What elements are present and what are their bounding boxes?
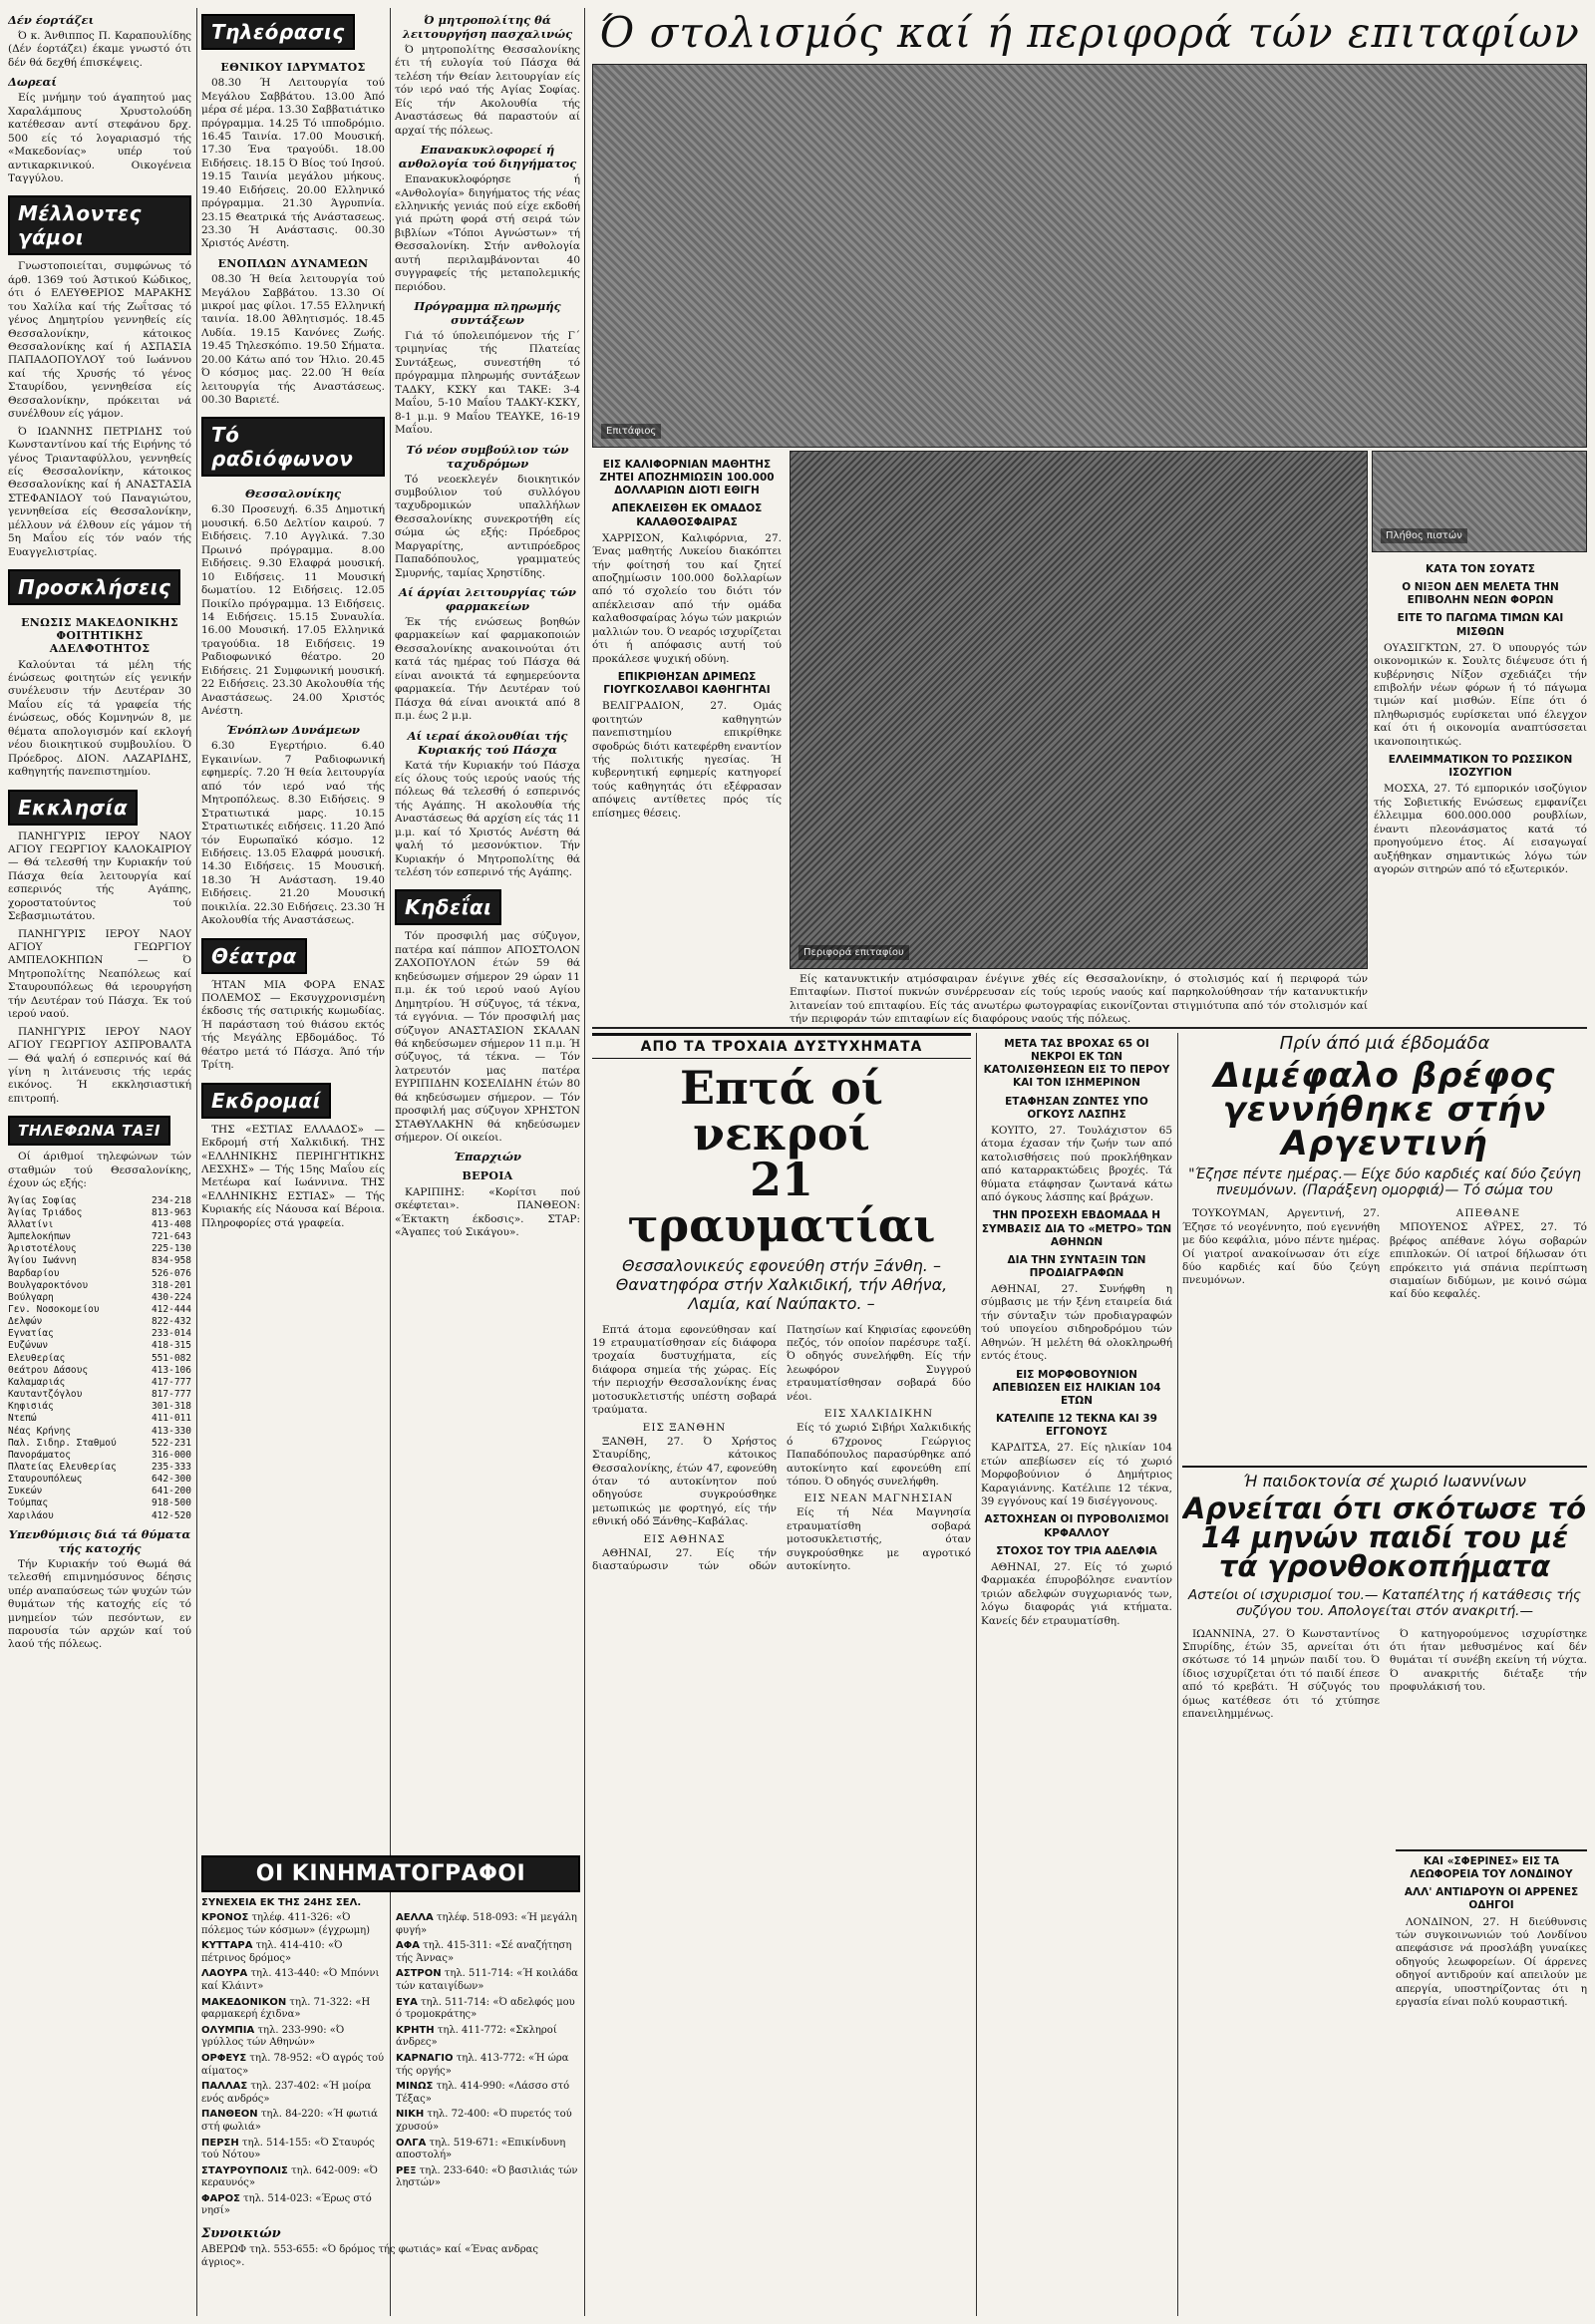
- accidents-sub: Θεσσαλονικεύς εφονεύθη στήν Ξάνθη. – Θανατηφόρα στήν Χαλκιδική, τήν Αθήνα, Λαμία, καί Ναύπακτο. –: [615, 1256, 948, 1314]
- russia-text: ΜΟΣΧΑ, 27. Τό εμπορικόν ισοζύγιον τής Σοβιετικής Ενώσεως εμφανίζει έλλειμμα 600.000.000 ρουβλίων, έναντι πλεονάσματος κατά τό προηγούμενο έτος. Αί εισαγωγαί αυξήθηκαν σημαντικώς λόγω τών αγορών σιτηρών από τό εξωτερικόν.: [1374, 783, 1587, 875]
- london-text: ΛΟΝΔΙΝΟΝ, 27. Η διεύθυνσις τών συγκοινωνιών τού Λονδίνου απεφάσισε νά προσλάβη γυναίκες οδηγούς λεωφορείων. Οί άρρενες οδηγοί αντιδρούν καί απειλούν με απεργία, υποστηρίζοντας ότι η εργασία είναι πολύ κουραστική.: [1396, 1915, 1587, 2009]
- radio-text2: 6.30 Εγερτήριο. 6.40 Εγκαινίων. 7 Ραδιοφωνική εφημερίς. 7.20 Ή θεία λειτουργία από τόν ιερό ναό τής Μητροπόλεως. 8.30 Ειδήσεις. 9 Στρατιωτικά μαρς. 10.15 Στρατιωτικές ειδήσεις. 11.20 Άπό τόν Ευρωπαϊκό κόσμο. 12 Ειδήσεις. 13.05 Ελαφρά μουσική. 14.30 Ειδήσεις. 15 Μουσική. 18.30 Ή Ανάσταση. 19.40 Ειδήσεις. 21.20 Μουσική ποικιλία. 22.30 Ειδήσεις. 23.30 Ή Ακολουθία τής Αναστάσεως.: [201, 740, 385, 927]
- gifts-text: Είς μνήμην τού άγαπητού μας Χαραλάμπους Χρυστολούδη κατέθεσαν αντί στεφάνου δρχ. 500 είς τό λογαριασμό τής «Μακεδονίας» υπέρ τού αντικαρκινικού. Οικογένεια Ταγγύλου.: [8, 92, 191, 184]
- radio-sub2: Ένόπλων Δυνάμεων: [225, 723, 361, 738]
- cinema-name: ΟΛΥΜΠΙΑ: [201, 2024, 255, 2036]
- photo-epitaph: [592, 64, 1587, 448]
- baby-text: ΜΠΟΥΕΝΟΣ ΑΫΡΕΣ, 27. Τό βρέφος απέθανε λόγω σοβαρών επιπλοκών. Οί ιατροί δήλωσαν ότι επρόκειτο γιά σπάνια περίπτωση σιαμαίων διδύμων, με κοινό σώμα καί δύο κεφαλές.: [1390, 1221, 1587, 1301]
- sales-title: Ο ΝΙΞΟΝ ΔΕΝ ΜΕΛΕΤΑ ΤΗΝ ΕΠΙΒΟΛΗΝ ΝΕΩΝ ΦΟΡΩΝ: [1402, 581, 1559, 607]
- phone-number: 318-201: [151, 1279, 191, 1291]
- yugo-text: ΒΕΛΙΓΡΑΔΙΟΝ, 27. Ομάς φοιτητών καθηγητών πανεπιστημίου επικρίθηκε σφοδρώς διότι κατεφέρθη εναντίον τής πολιτικής ηγεσίας. Ή κυβερνητική εφημερίς κατηγορεί τούς καθηγητάς ότι εξέφρασαν απόψεις αντίθετες πρός τίς επίσημες θέσεις.: [592, 700, 782, 820]
- phone-station: Δελφών: [8, 1316, 43, 1328]
- phone-number: 412-520: [151, 1509, 191, 1521]
- metro-title: Ό μητροπολίτης θά λειτουργήση πασχαλινώς: [402, 13, 573, 41]
- cinema-name: ΠΑΝΘΕΟΝ: [201, 2109, 258, 2121]
- program-text: Γιά τό ύπολειπόμενον τής Γ΄ τριμηνίας τής Πλατείας Συντάξεως, συνεστήθη τό πρόγραμμα πληρωμής συντάξεων ΤΑΔΚΥ, ΚΣΚΥ και ΤΑΚΕ: 3-4 Μαΐου, 5-10 Μαΐου ΤΑΔΚΥ-ΚΣΚΥ, 8-1 μ.μ. 9 Μαΐου ΤΕΑΥΚΕ, 16-19 Μαΐου.: [395, 330, 580, 437]
- cinema-listing: τηλ. 415-311: «Σέ αναζήτηση τής Άννας»: [396, 1940, 572, 1964]
- photo-crowd: [1372, 451, 1587, 552]
- phone-row: [8, 1304, 191, 1316]
- cinema-name: ΚΡΗΤΗ: [396, 2024, 435, 2036]
- phone-row: [8, 1413, 191, 1425]
- church-text: ΠΑΝΗΓΥΡΙΣ ΙΕΡΟΥ ΝΑΟΥ ΑΓΙΟΥ ΓΕΩΡΓΙΟΥ ΑΜΠΕΛΟΚΗΠΩΝ — Ό Μητροπολίτης Νεαπόλεως καί Σταυρουπόλεως θά ιερουργήση τήν Δευτέραν τού Πάσχα. Έκ τού ιερού ναού.: [8, 927, 191, 1021]
- weddings-text: Γνωστοποιείται, συμφώνως τό άρθ. 1369 τού Άστικού Κώδικος, ότι ό ΕΛΕΥΘΕΡΙΟΣ ΜΑΡΑΚΗΣ του Χαλίλα καί τής Ζωΐτσας τό γένος Δημητρίου γεννηθείς είς Θεσσαλονίκην, κάτοικος Θεσσαλονίκης καί ή ΑΣΠΑΣΙΑ ΠΑΠΑΔΟΠΟΥΛΟΥ τού Ιωάννου καί τής Χρυσής τό γένος Σταυρίδου, γεννηθείσα είς Θεσσαλονίκην, πρόκειται νά συνέλθουν είς γάμον.: [8, 260, 191, 421]
- cinema-name: ΦΑΡΟΣ: [201, 2192, 240, 2204]
- ioannina-text: ΙΩΑΝΝΙΝΑ, 27. Ό Κωνσταντίνος Σπυρίδης, έτών 35, αρνείται ότι σκότωσε τό 14 μηνών παιδί του. Ό ίδιος ισχυρίζεται ότι τό παιδί έπεσε από τό κρεβάτι. Ή σύζυγός του όμως κατέθεσε ότι τό χτύπησε επανειλημμένως.: [1182, 1627, 1380, 1721]
- calif-text: ΧΑΡΡΙΣΟΝ, Καλιφόρνια, 27. Ένας μαθητής Λυκείου διακόπτει τήν φοίτησή του καί ζητεί αποζημίωσιν 100.000 δολλαρίων από τό σχολείο του διότι τόν απέκλεισαν από τήν ομάδα καλαθοσφαίρας λόγω τών μακριών μαλλιών του. Ό νεαρός ισχυρίζεται ότι ή απόφασις αυτή τού προκάλεσε ψυχική οδύνη.: [592, 531, 782, 665]
- invites-text: Καλούνται τά μέλη τής ένώσεως φοιτητών είς γενικήν συνέλευσιν τήν Δευτέραν 30 Μαΐου είς τά γραφεία τής ένώσεως, οδός Κομνηνών 8, με θέματα απολογισμόν καί εκλογή νέου διοικητικού συμβουλίου. Ό Πρόεδρος. ΔΙΟΝ. ΛΑΖΑΡΙΔΗΣ, καθηγητής πανεπιστημίου.: [8, 658, 191, 779]
- old-man-title: ΕΙΣ ΜΟΡΦΟΒΟΥΝΙΟΝ ΑΠΕΒΙΩΣΕΝ ΕΙΣ ΗΛΙΚΙΑΝ 104 ΕΤΩΝ: [992, 1368, 1161, 1407]
- cinema-name: ΛΑΟΥΡΑ: [201, 1968, 248, 1980]
- cinema-name: ΟΛΓΑ: [396, 2137, 427, 2149]
- anthology-text: Επανακυκλοφόρησε ή «Ανθολογία» διηγήματος τής νέας ελληνικής γενιάς πού είχε εκδοθή γιά πρώτη φορά στή σειρά τών βιβλίων «Τόποι Αγνώστων» τή Θεσσαλονίκη. Στήν ανθολογία αυτή περιλαμβάνονται 40 συγγραφείς τής μεταπολεμικής περιόδου.: [395, 173, 580, 293]
- phone-station: Τούμπας: [8, 1497, 49, 1509]
- tv-banner: Τηλεόρασις: [201, 14, 355, 50]
- sunday-title: Αί ιεραί άκολουθίαι τής Κυριακής τού Πάσχα: [407, 728, 568, 757]
- phone-station: Παλ. Σιδηρ. Σταθμού: [8, 1437, 117, 1449]
- phone-row: [8, 1450, 191, 1462]
- cinema-list-right: [396, 1912, 580, 2221]
- phone-number: 301-318: [151, 1401, 191, 1413]
- baby-died: ΑΠΕΘΑΝΕ: [1455, 1207, 1521, 1220]
- cinema-listing: τηλ. 414-410: «Ό πέτρινος δρόμος»: [201, 1940, 343, 1964]
- phone-number: 526-076: [151, 1267, 191, 1279]
- baby-story: [1182, 1033, 1587, 1462]
- phone-row: [8, 1389, 191, 1401]
- phone-number: 411-011: [151, 1413, 191, 1425]
- phones-intro: Οί άριθμοί τηλεφώνων τών σταθμών τού Θεσσαλονίκης, έχουν ώς εξής:: [8, 1151, 191, 1190]
- phone-number: 522-231: [151, 1437, 191, 1449]
- cinema-listing: τηλ. 78-952: «Ό αγρός τού αίματος»: [201, 2052, 385, 2077]
- yugo-title: ΕΠΙΚΡΙΘΗΣΑΝ ΔΡΙΜΕΩΣ ΓΙΟΥΓΚΟΣΛΑΒΟΙ ΚΑΘΗΓΗΤΑΙ: [603, 671, 771, 697]
- phone-row: [8, 1219, 191, 1231]
- shooting-text: ΑΘΗΝΑΙ, 27. Είς τό χωριό Φαρμακέα έπυροβόλησε εναντίον τριών αδελφών συγχωριανός των, λόγω διαφοράς γιά κτήματα. Κανείς δέν ετραυματίσθη.: [981, 1560, 1172, 1627]
- cinema-entry: [201, 2081, 386, 2106]
- phone-number: 822-432: [151, 1316, 191, 1328]
- cinema-entry: [396, 2109, 580, 2134]
- phones-list: [8, 1195, 191, 1522]
- section-rule: [592, 1027, 1587, 1029]
- main-headline: Ό στολισμός καί ή περιφορά τών επιταφίων: [599, 8, 1580, 57]
- phone-row: [8, 1474, 191, 1486]
- cinema-entry: [396, 2025, 580, 2050]
- tv-text: 08.30 Ή Λειτουργία τού Μεγάλου Σαββάτου. 13.00 Άπό μέρα σέ μέρα. 13.30 Σαββατιάτικο πρόγραμμα. 14.25 Τό ιπποδρόμιο. 16.45 Ταινία. 17.00 Μουσική. 17.30 Ένα τραγούδι. 18.00 Ειδήσεις. 18.15 Ό Βίος τού Ιησού. 19.15 Ταινία μεγάλου μήκους. 19.40 Ειδήσεις. 20.00 Ελληνικό πρόγραμμα. 21.30 Άγρυπνία. 23.15 Θεατρικά τής Ανάστασεως. 23.30 Ή Ανάστασις. 00.30 Χριστός Ανέστη.: [201, 77, 385, 250]
- peru-title: ΜΕΤΑ ΤΑΣ ΒΡΟΧΑΣ 65 ΟΙ ΝΕΚΡΟΙ ΕΚ ΤΩΝ ΚΑΤΟΛΙΣΘΗΣΕΩΝ ΕΙΣ ΤΟ ΠΕΡΟΥ ΚΑΙ ΤΟΝ ΙΣΗΜΕΡΙΝΟΝ: [983, 1038, 1170, 1090]
- cinema-entry: [396, 1997, 580, 2022]
- calif-sub: ΑΠΕΚΛΕΙΣΘΗ ΕΚ ΟΜΑΔΟΣ ΚΑΛΑΘΟΣΦΑΙΡΑΣ: [611, 502, 763, 528]
- column-rule: [584, 8, 585, 2316]
- radio-text: 6.30 Προσευχή. 6.35 Δημοτική μουσική. 6.50 Δελτίον καιρού. 7 Ειδήσεις. 7.10 Αγγλικά. 7.30 Πρωινό πρόγραμμα. 8.00 Ειδήσεις. 9.30 Ελαφρά μουσική. 10 Ειδήσεις. 11 Μουσική δωματίου. 12 Ειδήσεις. 12.05 Ποικίλο πρόγραμμα. 13 Ειδήσεις. 14 Ειδήσεις. 15.15 Συναυλία. 16.00 Μουσική. 17.05 Ελληνικά τραγούδια. 18 Ειδήσεις. 19 Ραδιοφωνικό θέατρο. 20 Ειδήσεις. 21 Συμφωνική μουσική. 22 Ειδήσεις. 23.30 Ακολουθία τής Αναστάσεως. 24.00 Χριστός Ανέστη.: [201, 503, 385, 717]
- phone-number: 813-963: [151, 1206, 191, 1218]
- phone-number: 918-500: [151, 1497, 191, 1509]
- phone-station: Χαριλάου: [8, 1509, 54, 1521]
- mail-text: Τό νεοεκλεγέν διοικητικόν συμβούλιον τού συλλόγου ταχυδρομικών υπαλλήλων Θεσσαλονίκης συνεκροτήθη είς σώμα ώς εξής: Πρόεδρος Μαργαρίτης, αντιπρόεδρος Παπαδόπουλος, γραμματεύς Σμυρνής, ταμίας Χρηστίδης.: [395, 473, 580, 579]
- cinema-section: [201, 1849, 580, 2316]
- cinema-sub: ΣΥΝΕΧΕΙΑ ΕΚ ΤΗΣ 24ΗΣ ΣΕΛ.: [201, 1897, 362, 1908]
- cinema-listing: τηλ. 514-023: «Έρως στό νησί»: [201, 2192, 372, 2217]
- cinema-listing: τηλ. 237-402: «Ή μοίρα ενός ανδρός»: [201, 2081, 372, 2105]
- suburbs-text: ΑΒΕΡΩΦ τηλ. 553-655: «Ό δρόμος τής φωτιάς» καί «Ένας ανδρας άγριος».: [201, 2244, 538, 2268]
- shooting-title: ΑΣΤΟΧΗΣΑΝ ΟΙ ΠΥΡΟΒΟΛΙΣΜΟΙ ΚΡΦΑΛΛΟΥ: [984, 1513, 1169, 1539]
- cinema-name: ΝΙΚΗ: [396, 2109, 425, 2121]
- old-man-text: ΚΑΡΔΙΤΣΑ, 27. Είς ηλικίαν 104 ετών απεβίωσεν είς τό χωριό Μορφοβούνιον ό Δημήτριος Καραγιάννης. Κατέλιπε 12 τέκνα, 39 εγγόνους καί 19 δισέγγονους.: [981, 1442, 1172, 1507]
- phone-row: [8, 1497, 191, 1509]
- metro-athens-text: ΑΘΗΝΑΙ, 27. Συνήφθη η σύμβασις με τήν ξένη εταιρεία διά τήν σύνταξιν τών προδιαγραφών τού υπογείου σιδηροδρόμου τών Αθηνών. Ή μελέτη θά ολοκληρωθή εντός έτους.: [981, 1283, 1172, 1363]
- doctors-title: Αί άργίαι λειτουργίας τών φαρμακείων: [399, 585, 576, 613]
- cinema-listing: τηλ. 84-220: «Ή φωτιά στή φωλιά»: [201, 2109, 378, 2133]
- cinema-name: ΕΥΑ: [396, 1996, 418, 2008]
- phone-station: Συκεών: [8, 1486, 43, 1497]
- phone-station: Βούλγαρη: [8, 1291, 54, 1303]
- cinema-listing: τηλ. 72-400: «Ό πυρετός τού χρυσού»: [396, 2109, 572, 2133]
- cinema-listing: τηλ. 413-772: «Ή ώρα τής οργής»: [396, 2052, 569, 2077]
- phone-station: Βαρδαρίου: [8, 1267, 60, 1279]
- events-text: ΤΗΣ «ΕΣΤΙΑΣ ΕΛΛΑΔΟΣ» — Εκδρομή στή Χαλκιδική. ΤΗΣ «ΕΛΛΗΝΙΚΗΣ ΠΕΡΙΗΓΗΤΙΚΗΣ ΛΕΣΧΗΣ» — Τής 15ης Μαΐου είς Μετέωρα καί Ιωάννινα. ΤΗΣ «ΕΛΛΗΝΙΚΗΣ ΕΣΤΙΑΣ» — Τής Κυριακής είς Νάουσα καί Βέροια. Πληροφορίες στά γραφεία.: [201, 1123, 385, 1229]
- cinema-name: ΑΣΤΡΟΝ: [396, 1968, 442, 1980]
- phone-row: [8, 1377, 191, 1389]
- radio-sub: Θεσσαλονίκης: [244, 487, 342, 501]
- phone-number: 412-444: [151, 1303, 191, 1315]
- armed-text: 08.30 Ή θεία λειτουργία τού Μεγάλου Σαββάτου. 13.30 Οί μικροί μας φίλοι. 17.55 Ελληνική ταινία. 18.00 Άθλητισμός. 18.45 Λυδία. 19.15 Κανόνες Ζωής. 19.45 Τηλεσκόπιο. 19.50 Σήματα. 20.00 Κάτω από τον Ήλιο. 20.45 Ό κόσμος μας. 22.00 Ή θεία λειτουργία τής Αναστάσεως. 00.30 Βαριετέ.: [201, 273, 385, 406]
- cinema-name: ΚΑΡΝΑΓΙΟ: [396, 2052, 454, 2064]
- suburbs-title: Συνοικιών: [201, 2226, 281, 2242]
- cinema-entry: [396, 1912, 580, 1937]
- mail-title: Τό νέον συμβούλιον τών ταχυδρόμων: [406, 442, 569, 471]
- church-banner: Εκκλησία: [8, 790, 138, 826]
- london-story: [1396, 1844, 1587, 2313]
- no-celebrate-title: Δέν έορτάζει: [8, 13, 95, 27]
- column-economy: [1374, 558, 1587, 1022]
- cinema-name: ΠΑΛΛΑΣ: [201, 2081, 248, 2093]
- reminders-title: Υπενθύμισις διά τά θύματα τής κατοχής: [8, 1526, 191, 1555]
- deaths-banner: Κηδεΐαι: [395, 889, 501, 925]
- gifts-title: Δωρεαί: [8, 75, 57, 90]
- weddings-banner: Μέλλοντες γάμοι: [8, 195, 191, 255]
- accidents-headline: 21 τραυματίαι: [627, 1153, 936, 1252]
- place-heading: ΕΙΣ ΧΑΛΚΙΔΙΚΗΝ: [823, 1408, 934, 1421]
- photo-caption: Είς κατανυκτικήν ατμόσφαιραν ένέγινε χθές είς Θεσσαλονίκην, ό στολισμός καί ή περιφορά τών Επιταφίων. Πιστοί πυκνών συνέρρευσαν είς τούς ιερούς ναούς καί παρηκολούθησαν τήν κατανυκτικήν λιτανείαν τού επιταφίου. Είς τάς ανωτέρω φωτογραφίας εικονίζονται στιγμιότυπα από τόν στολισμόν καί τήν περιφοράν τών επιταφίων είς διαφόρους ναούς τής πόλεως.: [790, 973, 1368, 1026]
- phone-station: Καυταντζόγλου: [8, 1389, 83, 1401]
- phone-station: Ντεπώ: [8, 1413, 37, 1425]
- accidents-text: ΑΘΗΝΑΙ, 27. Είς τήν διασταύρωσιν τών οδών Πατησίων καί Κηφισίας εφονεύθη πεζός, τόν οποίον παρέσυρε ταξί. Ό οδηγός συνελήφθη. Είς τήν λεωφόρον Συγγρού ετραυματίσθησαν σοβαρά δύο νέοι.: [592, 1323, 971, 1573]
- invites-banner: Προσκλήσεις: [8, 569, 180, 605]
- church-text: ΠΑΝΗΓΥΡΙΣ ΙΕΡΟΥ ΝΑΟΥ ΑΓΙΟΥ ΓΕΩΡΓΙΟΥ ΚΑΛΟΚΑΙΡΙΟΥ — Θά τελεσθή την Κυριακήν τού Πάσχα θεία λειτουργία καί εσπερινός τής Αγάπης, χοροστατούντος τού Σεβασμιωτάτου.: [8, 830, 191, 923]
- metro-athens-sub: ΔΙΑ ΤΗΝ ΣΥΝΤΑΞΙΝ ΤΩΝ ΠΡΟΔΙΑΓΡΑΦΩΝ: [1007, 1253, 1146, 1279]
- phone-number: 418-315: [151, 1340, 191, 1352]
- phone-station: Κηφισιάς: [8, 1401, 54, 1413]
- column-broadcast: [201, 8, 385, 1842]
- sales-text: ΟΥΑΣΙΓΚΤΩΝ, 27. Ό υπουργός τών οικονομικών κ. Σουλτς διέψευσε ότι ή κυβέρνησις Νίξον σχεδιάζει τήν επιβολήν νέων φόρων ή τό πάγωμα τιμών καί μισθών. Είπε ότι ό πληθωρισμός ευρίσκεται υπό έλεγχον καί ότι ή οικονομία αναπτύσσεται ικανοποιητικώς.: [1374, 641, 1587, 748]
- phone-station: Εγνατίας: [8, 1328, 54, 1340]
- cinema-entry: [396, 1968, 580, 1993]
- phone-number: 551-082: [151, 1352, 191, 1364]
- doctors-text: Έκ τής ενώσεως βοηθών φαρμακείων καί φαρμακοποιών Θεσσαλονίκης ανακοινούται ότι κατά τάς ημέρας τού Πάσχα θά είναι ανοικτά τά εφημερεύοντα φαρμακεία. Τήν Δευτέραν τού Πάσχα θά είναι ανοικτά από 8 π.μ. έως 2 μ.μ.: [395, 616, 580, 723]
- phone-row: [8, 1280, 191, 1292]
- phone-station: Άμπελοκήπων: [8, 1231, 71, 1243]
- cinema-name: ΜΙΝΩΣ: [396, 2081, 434, 2093]
- phone-number: 834-958: [151, 1255, 191, 1267]
- phone-number: 430-224: [151, 1291, 191, 1303]
- phone-station: Άριστοτέλους: [8, 1243, 77, 1255]
- london-title: ΚΑΙ «ΣΦΕΡΙΝΕΣ» ΕΙΣ ΤΑ ΛΕΩΦΟΡΕΙΑ ΤΟΥ ΛΟΝΔΙΝΟΥ: [1396, 1849, 1587, 1881]
- ioannina-text: Ό κατηγορούμενος ισχυρίστηκε ότι ήταν μεθυσμένος καί δέν θυμάται τί συνέβη εκείνη τή νύχτα. Ό ανακριτής διέταξε τήν προφυλάκισή του.: [1390, 1627, 1587, 1694]
- phone-number: 413-330: [151, 1425, 191, 1437]
- russia-title: ΕΛΛΕΙΜΜΑΤΙΚΟΝ ΤΟ ΡΩΣΣΙΚΟΝ ΙΣΟΖΥΓΙΟΝ: [1388, 754, 1573, 780]
- cinema-entry: [201, 2138, 386, 2162]
- place-heading: ΕΙΣ ΝΕΑΝ ΜΑΓΝΗΣΙΑΝ: [803, 1493, 954, 1505]
- cinema-listing: τηλ. 414-990: «Λάσσο στό Τέξας»: [396, 2081, 570, 2105]
- cinema-listing: τηλ. 71-322: «Η φαρμακερή έχιδνα»: [201, 1996, 371, 2021]
- cinema-listing: τηλ. 519-671: «Επικίνδυνη αποστολή»: [396, 2137, 566, 2161]
- tv-sub: ΕΘΝΙΚΟΥ ΙΔΡΥΜΑΤΟΣ: [220, 61, 366, 74]
- place-heading: ΕΙΣ ΑΘΗΝΑΣ: [643, 1532, 726, 1545]
- program-title: Πρόγραμμα πληρωμής συντάξεων: [414, 299, 561, 327]
- cinema-name: ΡΕΞ: [396, 2164, 417, 2176]
- cinema-name: ΟΡΦΕΥΣ: [201, 2052, 247, 2064]
- column-short-news: [981, 1033, 1172, 2316]
- phone-number: 417-777: [151, 1376, 191, 1388]
- phones-banner: ΤΗΛΕΦΩΝΑ ΤΑΞΙ: [8, 1116, 170, 1146]
- phone-station: Άλλατίνι: [8, 1218, 54, 1230]
- cinema-listing: τηλέφ. 411-326: «Ό πόλεμος τών κόσμων» (έγχρωμη): [201, 1912, 371, 1936]
- cinema-listing: τηλ. 233-990: «Ό γρύλλος τών Αθηνών»: [201, 2024, 345, 2049]
- cinema-entry: [201, 2109, 386, 2134]
- old-man-sub: ΚΑΤΕΛΙΠΕ 12 ΤΕΚΝΑ ΚΑΙ 39 ΕΓΓΟΝΟΥΣ: [996, 1413, 1157, 1439]
- baby-sub: "Έζησε πέντε ημέρας.— Είχε δύο καρδιές καί δύο ζεύγη πνευμόνων. (Παράξενη ομορφιά)— Τό σώμα του: [1188, 1165, 1581, 1199]
- provinces-title: Έπαρχιών: [454, 1150, 521, 1164]
- phone-row: [8, 1510, 191, 1522]
- phone-row: [8, 1328, 191, 1340]
- armed-sub: ΕΝΟΠΛΩΝ ΔΥΝΑΜΕΩΝ: [217, 256, 369, 270]
- ioannina-headline: Αρνείται ότι σκότωσε τό 14 μηνών παιδί του μέ τά γρονθοκοπήματα: [1182, 1492, 1587, 1584]
- sales-top: ΚΑΤΑ ΤΟΝ ΣΟΥΑΤΣ: [1426, 563, 1535, 575]
- phone-row: [8, 1231, 191, 1243]
- cinema-name: ΚΡΟΝΟΣ: [201, 1912, 249, 1923]
- cinema-entry: [201, 2165, 386, 2190]
- phone-station: Βουλγαροκτόνου: [8, 1279, 89, 1291]
- cinema-name: ΠΕΡΣΗ: [201, 2137, 239, 2149]
- cinema-listing: τηλ. 511-714: «Ό αδελφός μου ό τρομοκράτης»: [396, 1996, 575, 2021]
- column-rule: [976, 1033, 977, 2316]
- phone-station: Ελευθερίας: [8, 1352, 66, 1364]
- london-sub: ΑΛΛ' ΑΝΤΙΔΡΟΥΝ ΟΙ ΑΡΡΕΝΕΣ ΟΔΗΓΟΙ: [1404, 1886, 1579, 1912]
- baby-headline: Διμέφαλο βρέφος γεννήθηκε στήν Αργεντινή: [1213, 1055, 1556, 1163]
- phone-number: 235-333: [151, 1462, 191, 1473]
- phone-row: [8, 1207, 191, 1219]
- phone-number: 641-200: [151, 1486, 191, 1497]
- phone-row: [8, 1353, 191, 1365]
- accidents-text: Επτά άτομα εφονεύθησαν καί 19 ετραυματίσθησαν είς διάφορα τροχαία δυστυχήματα, είς διάφορα σημεία τής χώρας. Είς τήν περιοχήν Θεσσαλονίκης ένας μοτοσυκλετιστής υπέστη σοβαρά τραύματα.: [592, 1323, 777, 1417]
- stage-banner: Θέατρα: [201, 938, 307, 974]
- column-world-news: [592, 454, 782, 1022]
- cinema-entry: [201, 1997, 386, 2022]
- phone-station: Άγίας Τριάδος: [8, 1206, 83, 1218]
- phone-row: [8, 1486, 191, 1497]
- radio-banner: Τό ραδιόφωνον: [201, 417, 385, 477]
- phone-row: [8, 1195, 191, 1207]
- cinema-entry: [201, 2193, 386, 2218]
- phone-row: [8, 1438, 191, 1450]
- metro-athens-title: ΤΗΝ ΠΡΟΣΕΧΗ ΕΒΔΟΜΑΔΑ Η ΣΥΜΒΑΣΙΣ ΔΙΑ ΤΟ «ΜΕΤΡΟ» ΤΩΝ ΑΘΗΝΩΝ: [981, 1209, 1172, 1248]
- sales-sub: ΕΙΤΕ ΤΟ ΠΑΓΩΜΑ ΤΙΜΩΝ ΚΑΙ ΜΙΣΘΩΝ: [1397, 612, 1564, 638]
- phone-number: 234-218: [151, 1194, 191, 1206]
- provinces-sub: ΒΕΡΟΙΑ: [462, 1169, 513, 1183]
- phone-number: 225-130: [151, 1243, 191, 1255]
- cinema-name: ΣΤΑΥΡΟΥΠΟΛΙΣ: [201, 2164, 288, 2176]
- baby-text: ΤΟΥΚΟΥΜΑΝ, Αργεντινή, 27. Έζησε τό νεογέννητο, πού εγεννήθη με δύο κεφάλια, μόνο πέντε ημέρας. Οί γιατροί ανακοίνωσαν ότι είχε δύο καρδιές καί δύο ζεύγη πνευμόνων.: [1182, 1207, 1380, 1287]
- phone-number: 413-408: [151, 1218, 191, 1230]
- cinema-entry: [201, 2053, 386, 2078]
- church-text: ΠΑΝΗΓΥΡΙΣ ΙΕΡΟΥ ΝΑΟΥ ΑΓΙΟΥ ΓΕΩΡΓΙΟΥ ΑΣΠΡΟΒΑΛΤΑ — Θά ψαλή ό εσπερινός καί θά γίνη η λιτάνευσις τής ιεράς εικόνος. Ή εκκλησιαστική επιτροπή.: [8, 1025, 191, 1105]
- phone-number: 817-777: [151, 1389, 191, 1401]
- cinema-entry: [396, 2053, 580, 2078]
- accidents-kicker: ΑΠΟ ΤΑ ΤΡΟΧΑΙΑ ΔΥΣΤΥΧΗΜΑΤΑ: [592, 1033, 971, 1059]
- main-headline-box: [592, 8, 1587, 60]
- photo-label: Πλήθος πιστών: [1381, 528, 1467, 543]
- phone-number: 413-106: [151, 1364, 191, 1376]
- phone-number: 721-643: [151, 1231, 191, 1243]
- column-announcements: [8, 8, 191, 2316]
- phone-row: [8, 1292, 191, 1304]
- cinema-banner: ΟΙ ΚΙΝΗΜΑΤΟΓΡΑΦΟΙ: [201, 1855, 580, 1892]
- cinema-name: ΑΕΛΛΑ: [396, 1912, 434, 1923]
- no-celebrate-text: Ό κ. Άνθιππος Π. Καραπουλίδης (Δέν έορτάζει) έκαμε γνωστό ότι δέν θά δεχθή έπισκέψεις.: [8, 30, 191, 69]
- accidents-story: [592, 1033, 971, 2316]
- phone-row: [8, 1316, 191, 1328]
- phone-row: [8, 1243, 191, 1255]
- sunday-text: Κατά τήν Κυριακήν τού Πάσχα είς όλους τούς ιερούς ναούς τής πόλεως θά τελεσθή ό εσπερινός τής Αγάπης. Ή ακολουθία τής Αναστάσεως θά αρχίση είς τάς 11 μ.μ. καί τό Χριστός Ανέστη θά ψαλή τό μεσονύκτιον. Τήν Κυριακήν ό Μητροπολίτης θά τελέση τόν εσπερινό τής Αγάπης.: [395, 759, 580, 878]
- ioannina-story: [1182, 1466, 1587, 1844]
- phone-station: Άγίου Ιωάννη: [8, 1255, 77, 1267]
- cinema-listing: τηλέφ. 518-093: «Ή μεγάλη φυγή»: [396, 1912, 577, 1936]
- cinema-listing: τηλ. 642-009: «Ό κεραυνός»: [201, 2164, 378, 2189]
- ioannina-sub: Αστείοι οί ισχυρισμοί του.— Καταπέλτης ή κατάθεσις τής συζύγου του. Απολογείται στόν ανακριτή.—: [1188, 1587, 1581, 1620]
- ioannina-kicker: Ή παιδοκτονία σέ χωριό Ιωαννίνων: [1182, 1466, 1587, 1491]
- phone-row: [8, 1462, 191, 1474]
- photo-label: Επιτάφιος: [601, 424, 661, 439]
- phone-station: Νέας Κρήνης: [8, 1425, 71, 1437]
- cinema-listing: τηλ. 411-772: «Σκληροί άνδρες»: [396, 2024, 557, 2049]
- phone-row: [8, 1426, 191, 1438]
- shooting-sub: ΣΤΟΧΟΣ ΤΟΥ ΤΡΙΑ ΑΔΕΛΦΙΑ: [996, 1544, 1157, 1557]
- stage-text: ΉΤΑΝ ΜΙΑ ΦΟΡΑ ΕΝΑΣ ΠΟΛΕΜΟΣ — Εκσυγχρονισμένη έκδοσις τής σατιρικής κωμωδίας. Ή παράσταση τού θιάσου εκτός τής Μεγάλης Εβδομάδος. Τό θέατρο μετά τό Πάσχα. Άπό τήν Τρίτη.: [201, 978, 385, 1072]
- phone-row: [8, 1268, 191, 1280]
- phone-station: Πανοράματος: [8, 1449, 71, 1461]
- phone-row: [8, 1401, 191, 1413]
- peru-text: ΚΟΥΙΤΟ, 27. Τουλάχιστον 65 άτομα έχασαν τήν ζωήν των από κατολισθήσεις πού προκλήθηκαν από καταρρακτώδεις βροχές. Τά θύματα ετάφησαν ζωντανά κάτω από όγκους λάσπης καί βράχων.: [981, 1124, 1172, 1203]
- calif-title: ΕΙΣ ΚΑΛΙΦΟΡΝΙΑΝ ΜΑΘΗΤΗΣ ΖΗΤΕΙ ΑΠΟΖΗΜΙΩΣΙΝ 100.000 ΔΟΛΛΑΡΙΩΝ ΔΙΟΤΙ ΕΘΙΓΗ: [599, 459, 775, 498]
- phone-station: Σταυρουπόλεως: [8, 1474, 83, 1486]
- phone-station: Γεν. Νοσοκομείου: [8, 1303, 100, 1315]
- cinema-entry: [201, 1940, 386, 1965]
- phone-station: Ευζώνων: [8, 1340, 49, 1352]
- photo-procession: [790, 451, 1368, 969]
- photo-label: Περιφορά επιταφίου: [798, 945, 909, 960]
- metro-text: Ό μητροπολίτης Θεσσαλονίκης έτι τή ευλογία τού Πάσχα θά τελέση τήν Θείαν λειτουργίαν είς τόν ιερό ναό τής Αγίας Σοφίας. Είς τήν Ακολουθία τής Αναστάσεως θά παραστούν αί αρχαί τής πόλεως.: [395, 44, 580, 137]
- accidents-text: ΞΑΝΘΗ, 27. Ό Χρήστος Σταυρίδης, κάτοικος Θεσσαλονίκης, έτών 47, εφονεύθη όταν τό αυτοκίνητον πού οδηγούσε συγκρούσθηκε μετωπικώς με φορτηγό, είς τήν εθνική οδό Ξάνθης–Καβάλας.: [592, 1435, 777, 1528]
- phone-row: [8, 1255, 191, 1267]
- deaths-text: Τόν προσφιλή μας σύζυγον, πατέρα καί πάππον ΑΠΟΣΤΟΛΟΝ ΖΑΧΟΠΟΥΛΟΝ έτών 59 θά κηδεύσωμεν σήμερον 29 ώραν 11 π.μ. έκ τού ιερού ναού Αγίου Δημητρίου. Ή σύζυγος, τά τέκνα, τά εγγόνια. — Τόν προσφιλή μας σύζυγον ΑΝΑΣΤΑΣΙΟΝ ΣΚΑΛΑΝ θά κηδεύσωμεν σήμερον 11 π.μ. Ή σύζυγος, τά τέκνα. — Τόν λατρευτόν μας πατέρα ΕΥΡΙΠΙΔΗΝ ΚΟΣΕΛΙΔΗΝ έτών 80 θά κηδεύσωμεν σήμερον. — Τόν προσφιλή μας σύζυγον ΧΡΗΣΤΟΝ ΣΤΑΘΥΛΑΚΗΝ θά κηδεύσωμεν σήμερον. Οί οικείοι.: [395, 930, 580, 1144]
- cinema-entry: [201, 1912, 386, 1937]
- accidents-text: Είς τό χωριό Σιβήρι Χαλκιδικής ό 67χρονος Γεώργιος Παπαδόπουλος παρασύρθηκε από αυτοκίνητο καί εφονεύθη επί τόπου. Ό οδηγός συνελήφθη.: [787, 1422, 971, 1488]
- cinema-entry: [396, 2081, 580, 2106]
- cinema-name: ΚΥΤΤΑΡΑ: [201, 1940, 253, 1952]
- reminders-text: Τήν Κυριακήν τού Θωμά θά τελεσθή επιμνημόσυνος δέησις υπέρ αναπαύσεως τών ψυχών τών θυμάτων τής κατοχής είς τό μνημείον τών πεσόντων, εν παρουσία τών αρχών καί τού λαού τής πόλεως.: [8, 1557, 191, 1651]
- phone-station: Άγίας Σοφίας: [8, 1194, 77, 1206]
- phone-number: 316-000: [151, 1449, 191, 1461]
- cinema-listing: τηλ. 514-155: «Ό Σταυρός τού Νότου»: [201, 2137, 375, 2161]
- phone-row: [8, 1365, 191, 1377]
- cinema-entry: [396, 2138, 580, 2162]
- cinema-list-left: [201, 1912, 386, 2221]
- cinema-listing: τηλ. 511-714: «Ή κοιλάδα τών καταιγίδων»: [396, 1968, 578, 1992]
- column-rule: [196, 8, 197, 2316]
- weddings-text: Ό ΙΩΑΝΝΗΣ ΠΕΤΡΙΔΗΣ τού Κωνσταντίνου καί τής Ειρήνης τό γένος Τριανταφύλλου, γεννηθείς είς Θεσσαλονίκην, κάτοικος Θεσσαλονίκης καί ή ΑΝΑΣΤΑΣΙΑ ΣΤΕΦΑΝΙΔΟΥ τού Παναγιώτου, γεννηθείσα είς Θεσσαλονίκην, μέλλουν νά έλθουν είς γάμον τή 5η Μαΐου είς τόν ναόν τής Ευαγγελιστρίας.: [8, 425, 191, 558]
- events-banner: Εκδρομαί: [201, 1083, 331, 1119]
- baby-kicker: Πρίν άπό μιά έβδομάδα: [1279, 1033, 1490, 1054]
- cinema-name: ΜΑΚΕΔΟΝΙΚΟΝ: [201, 1996, 287, 2008]
- peru-sub: ΕΤΑΦΗΣΑΝ ΖΩΝΤΕΣ ΥΠΟ ΟΓΚΟΥΣ ΛΑΣΠΗΣ: [1005, 1095, 1148, 1121]
- phone-station: Καλαμαριάς: [8, 1376, 66, 1388]
- cinema-listing: τηλ. 233-640: «Ό βασιλιάς τών ληστών»: [396, 2164, 578, 2189]
- cinema-entry: [396, 1940, 580, 1965]
- phone-number: 642-300: [151, 1474, 191, 1486]
- invites-title: ΕΝΩΣΙΣ ΜΑΚΕΔΟΝΙΚΗΣ ΦΟΙΤΗΤΙΚΗΣ ΑΔΕΛΦΟΤΗΤΟΣ: [21, 616, 178, 656]
- phone-number: 233-014: [151, 1328, 191, 1340]
- cinema-name: ΑΦΑ: [396, 1940, 420, 1952]
- place-heading: ΕΙΣ ΞΑΝΘΗΝ: [642, 1421, 727, 1434]
- accidents-headline: Επτά οί νεκροί: [679, 1061, 884, 1161]
- phone-station: Θεάτρου Δάσους: [8, 1364, 89, 1376]
- cinema-entry: [396, 2165, 580, 2190]
- phone-station: Πλατείας Ελευθερίας: [8, 1462, 117, 1473]
- cinema-listing: τηλ. 413-440: «Ό Μπόννι καί Κλάιντ»: [201, 1968, 380, 1992]
- cinema-entry: [201, 2025, 386, 2050]
- anthology-title: Επανακυκλοφορεί ή ανθολογία τού διηγήματος: [398, 143, 577, 171]
- column-notices: [395, 8, 580, 1842]
- accidents-text: Είς τή Νέα Μαγνησία ετραυματίσθη σοβαρά μοτοσυκλετιστής, όταν συγκρούσθηκε με αγροτικό αυτοκίνητο.: [787, 1506, 971, 1573]
- column-rule: [1177, 1033, 1178, 2316]
- phone-row: [8, 1340, 191, 1352]
- provinces-text: ΚΑΡΙΠΙΗΣ: «Κορίτσι πού σκέφτεται». ΠΑΝΘΕΟΝ: «Έκτακτη έκδοσις». ΣΤΑΡ: «Άγαπες τού Σικάγου».: [395, 1185, 580, 1238]
- cinema-entry: [201, 1968, 386, 1993]
